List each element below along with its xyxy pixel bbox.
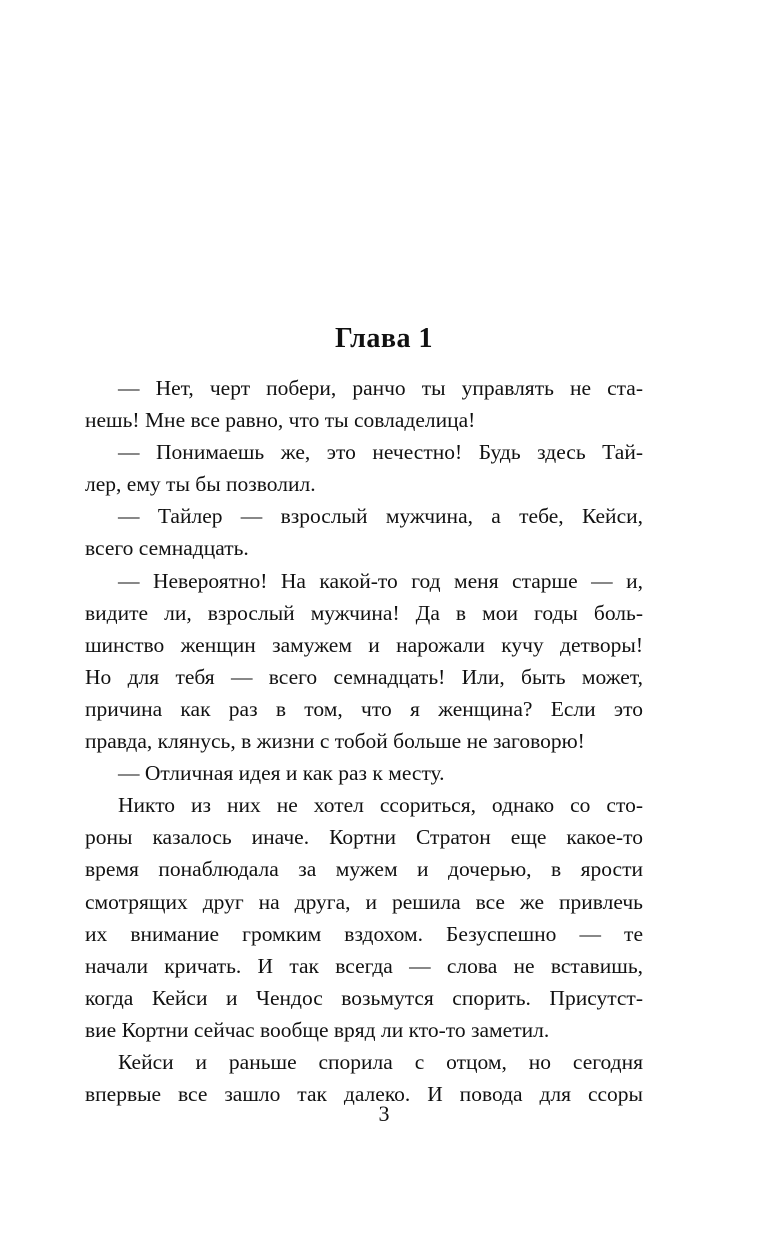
text-line: — Понимаешь же, это нечестно! Будь здесь Тай-: [118, 440, 643, 465]
text-line: причина как раз в том, что я женщина? Если это: [85, 696, 643, 721]
body-text: [85, 372, 643, 1110]
text-line: всего семнадцать.: [85, 536, 249, 561]
text-line: смотрящих друг на друга, и решила все же привлечь: [85, 889, 643, 914]
text-line: начали кричать. И так всегда — слова не вставишь,: [85, 953, 643, 978]
text-line: Но для тебя — всего семнадцать! Или, быть может,: [85, 664, 643, 689]
text-line: шинство женщин замужем и нарожали кучу детворы!: [85, 632, 643, 657]
text-line: — Тайлер — взрослый мужчина, а тебе, Кейси,: [118, 504, 643, 529]
text-line: вие Кортни сейчас вообще вряд ли кто-то заметил.: [85, 1017, 550, 1042]
text-line: Кейси и раньше спорила с отцом, но сегодня: [118, 1049, 643, 1074]
text-line: лер, ему ты бы позволил.: [85, 472, 316, 497]
text-line: впервые все зашло так далеко. И повода для ссоры: [85, 1082, 643, 1107]
text-line: видите ли, взрослый мужчина! Да в мои годы боль-: [85, 600, 643, 625]
text-line: их внимание громким вздохом. Безуспешно — те: [85, 921, 643, 946]
text-line: роны казалось иначе. Кортни Стратон еще какое-то: [85, 825, 643, 850]
text-line: когда Кейси и Чендос возьмутся спорить. Присутст-: [85, 985, 643, 1010]
text-line: — Отличная идея и как раз к месту.: [118, 761, 445, 786]
chapter-title: Глава 1: [335, 323, 433, 354]
text-line: правда, клянусь, в жизни с тобой больше не заговорю!: [85, 729, 585, 754]
text-line: нешь! Мне все равно, что ты совладелица!: [85, 408, 476, 433]
text-line: время понаблюдала за мужем и дочерью, в ярости: [85, 857, 643, 882]
text-line: — Невероятно! На какой-то год меня старше — и,: [118, 568, 643, 593]
text-line: Никто из них не хотел ссориться, однако со сто-: [118, 793, 643, 818]
page-number: 3: [378, 1101, 390, 1126]
text-line: — Нет, черт побери, ранчо ты управлять не ста-: [118, 376, 643, 400]
